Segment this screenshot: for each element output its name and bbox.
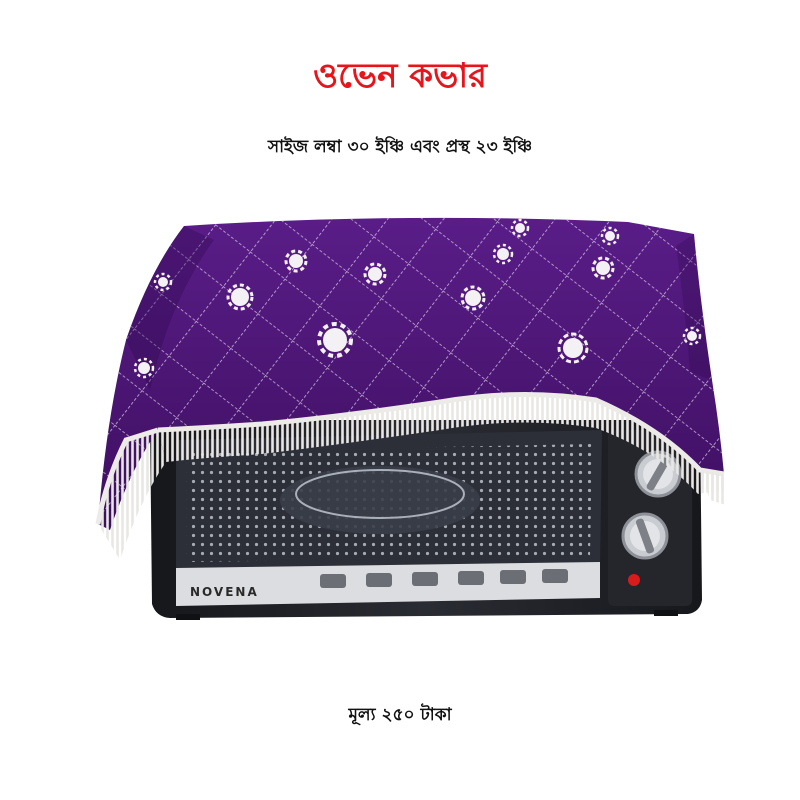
- temperature-knob-icon: [623, 514, 667, 558]
- price-text: মূল্য ২৫০ টাকা: [348, 705, 452, 725]
- size-text: সাইজ লম্বা ৩০ ইঞ্চি এবং প্রস্থ ২৩ ইঞ্চি: [267, 137, 533, 157]
- page-title: ওভেন কভার: [313, 56, 487, 96]
- oven-brand: NOVENA: [190, 585, 259, 599]
- power-light-icon: [628, 574, 640, 586]
